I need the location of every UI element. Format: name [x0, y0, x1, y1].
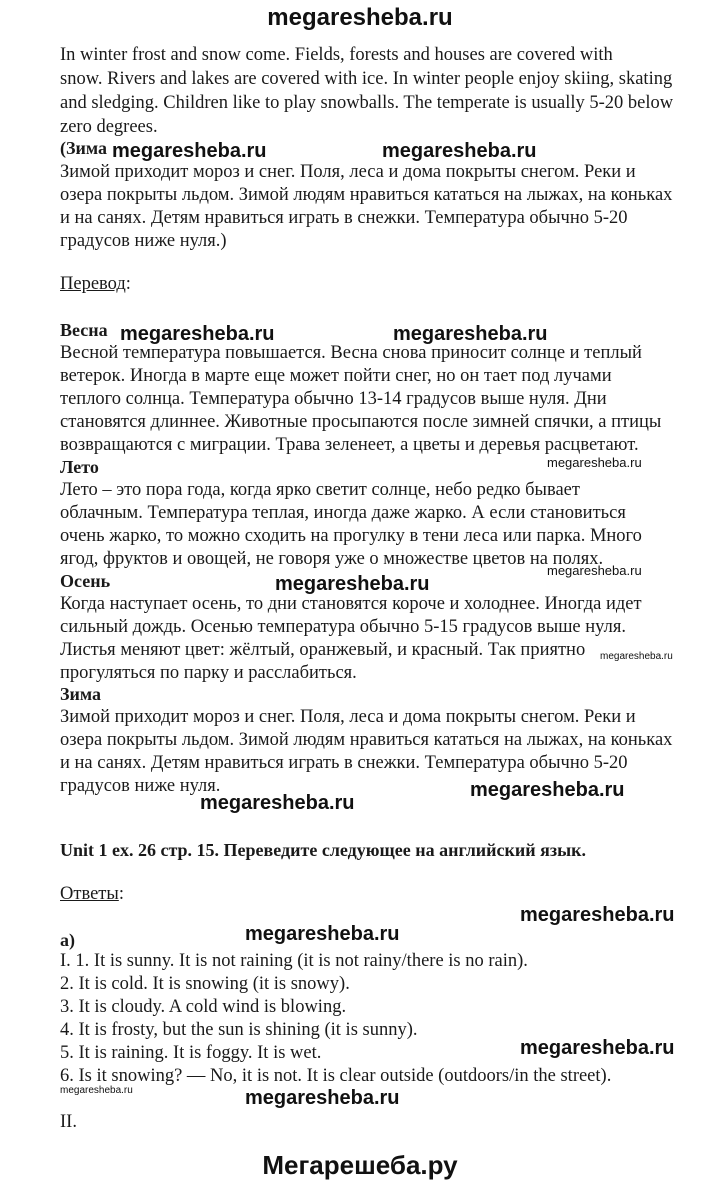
part-ii-label: II. — [60, 1112, 77, 1132]
summer-heading: Лето — [60, 457, 99, 477]
spring-line: Весной температура повышается. Весна снова приносит солнце и теплый — [60, 343, 642, 363]
summer-line: облачным. Температура теплая, иногда даже жарко. А если становиться — [60, 503, 626, 523]
answer-line: 3. It is cloudy. A cold wind is blowing. — [60, 997, 347, 1017]
winter-line: озера покрыты льдом. Зимой людям нравиться кататься на лыжах, на коньках — [60, 730, 673, 750]
part-a-label: а) — [60, 930, 75, 950]
answer-line: 5. It is raining. It is foggy. It is wet. — [60, 1043, 322, 1063]
exercise-title: Unit 1 ex. 26 стр. 15. Переведите следующее на английский язык. — [60, 840, 587, 860]
winter-translation-line: градусов ниже нуля.) — [60, 231, 227, 251]
watermark: megaresheba.ru — [520, 904, 675, 926]
winter-line: градусов ниже нуля. — [60, 776, 221, 796]
watermark: megaresheba.ru — [245, 923, 400, 945]
answer-line: 2. It is cold. It is snowing (it is snowy). — [60, 974, 350, 994]
winter-translation-line: озера покрыты льдом. Зимой людям нравиться кататься на лыжах, на коньках — [60, 185, 673, 205]
winter-line: и на санях. Детям нравиться играть в снежки. Температура обычно 5-20 — [60, 753, 628, 773]
watermark: megaresheba.ru — [393, 323, 548, 345]
spring-line: ветерок. Иногда в марте еще может пойти снег, но он тает под лучами — [60, 366, 612, 386]
autumn-heading: Осень — [60, 571, 111, 591]
summer-line: очень жарко, то можно сходить на прогулку в тени леса или парка. Много — [60, 526, 642, 546]
translation-label: Перевод: — [60, 274, 131, 294]
spring-line: теплого солнца. Температура обычно 13-14 градусов выше нуля. Дни — [60, 389, 607, 409]
site-footer: Мегарешеба.ру — [262, 1150, 458, 1180]
winter-translation-line: Зимой приходит мороз и снег. Поля, леса и дома покрыты снегом. Реки и — [60, 162, 636, 182]
answer-line: 4. It is frosty, but the sun is shining (it is sunny). — [60, 1020, 418, 1040]
site-header: megaresheba.ru — [267, 4, 453, 31]
watermark: megaresheba.ru — [245, 1087, 400, 1109]
autumn-line: прогуляться по парку и расслабиться. — [60, 663, 357, 683]
winter-heading: Зима — [60, 684, 102, 704]
autumn-line: сильный дождь. Осенью температура обычно 5-15 градусов выше нуля. — [60, 617, 626, 637]
answers-label: Ответы: — [60, 884, 124, 904]
winter-translation-line: и на санях. Детям нравиться играть в снежки. Температура обычно 5-20 — [60, 208, 628, 228]
summer-line: Лето – это пора года, когда ярко светит солнце, небо редко бывает — [60, 480, 580, 500]
autumn-line: Когда наступает осень, то дни становятся короче и холоднее. Иногда идет — [60, 594, 642, 614]
watermark: megaresheba.ru — [120, 323, 275, 345]
answer-line: I. 1. It is sunny. It is not raining (it is not rainy/there is no rain). — [60, 951, 528, 971]
watermark: megaresheba.ru — [112, 140, 267, 162]
watermark: megaresheba.ru — [200, 792, 355, 814]
spring-heading: Весна — [60, 320, 108, 340]
english-winter-line: zero degrees. — [60, 117, 158, 137]
answer-line: 6. Is it snowing? — No, it is not. It is clear outside (outdoors/in the street). — [60, 1066, 612, 1086]
watermark: megaresheba.ru — [547, 455, 642, 470]
english-winter-line: In winter frost and snow come. Fields, forests and houses are covered with — [60, 45, 613, 65]
winter-translation-heading: (Зима — [60, 138, 108, 158]
watermark: megaresheba.ru — [520, 1037, 675, 1059]
winter-line: Зимой приходит мороз и снег. Поля, леса и дома покрыты снегом. Реки и — [60, 707, 636, 727]
autumn-line: Листья меняют цвет: жёлтый, оранжевый, и красный. Так приятно — [60, 640, 586, 660]
watermark: megaresheba.ru — [600, 651, 673, 662]
watermark: megaresheba.ru — [470, 779, 625, 801]
spring-line: возвращаются с миграции. Трава зеленеет, а цветы и деревья расцветают. — [60, 435, 639, 455]
english-winter-line: snow. Rivers and lakes are covered with ice. In winter people enjoy skiing, skating — [60, 69, 673, 89]
watermark: megaresheba.ru — [547, 563, 642, 578]
spring-line: становятся длиннее. Животные просыпаются после зимней спячки, а птицы — [60, 412, 662, 432]
summer-line: ягод, фруктов и овощей, не говоря уже о множестве цветов на полях. — [60, 549, 604, 569]
watermark: megaresheba.ru — [60, 1085, 133, 1096]
english-winter-line: and sledging. Children like to play snowballs. The temperate is usually 5-20 below — [60, 93, 674, 113]
watermark: megaresheba.ru — [382, 140, 537, 162]
watermark: megaresheba.ru — [275, 573, 430, 595]
